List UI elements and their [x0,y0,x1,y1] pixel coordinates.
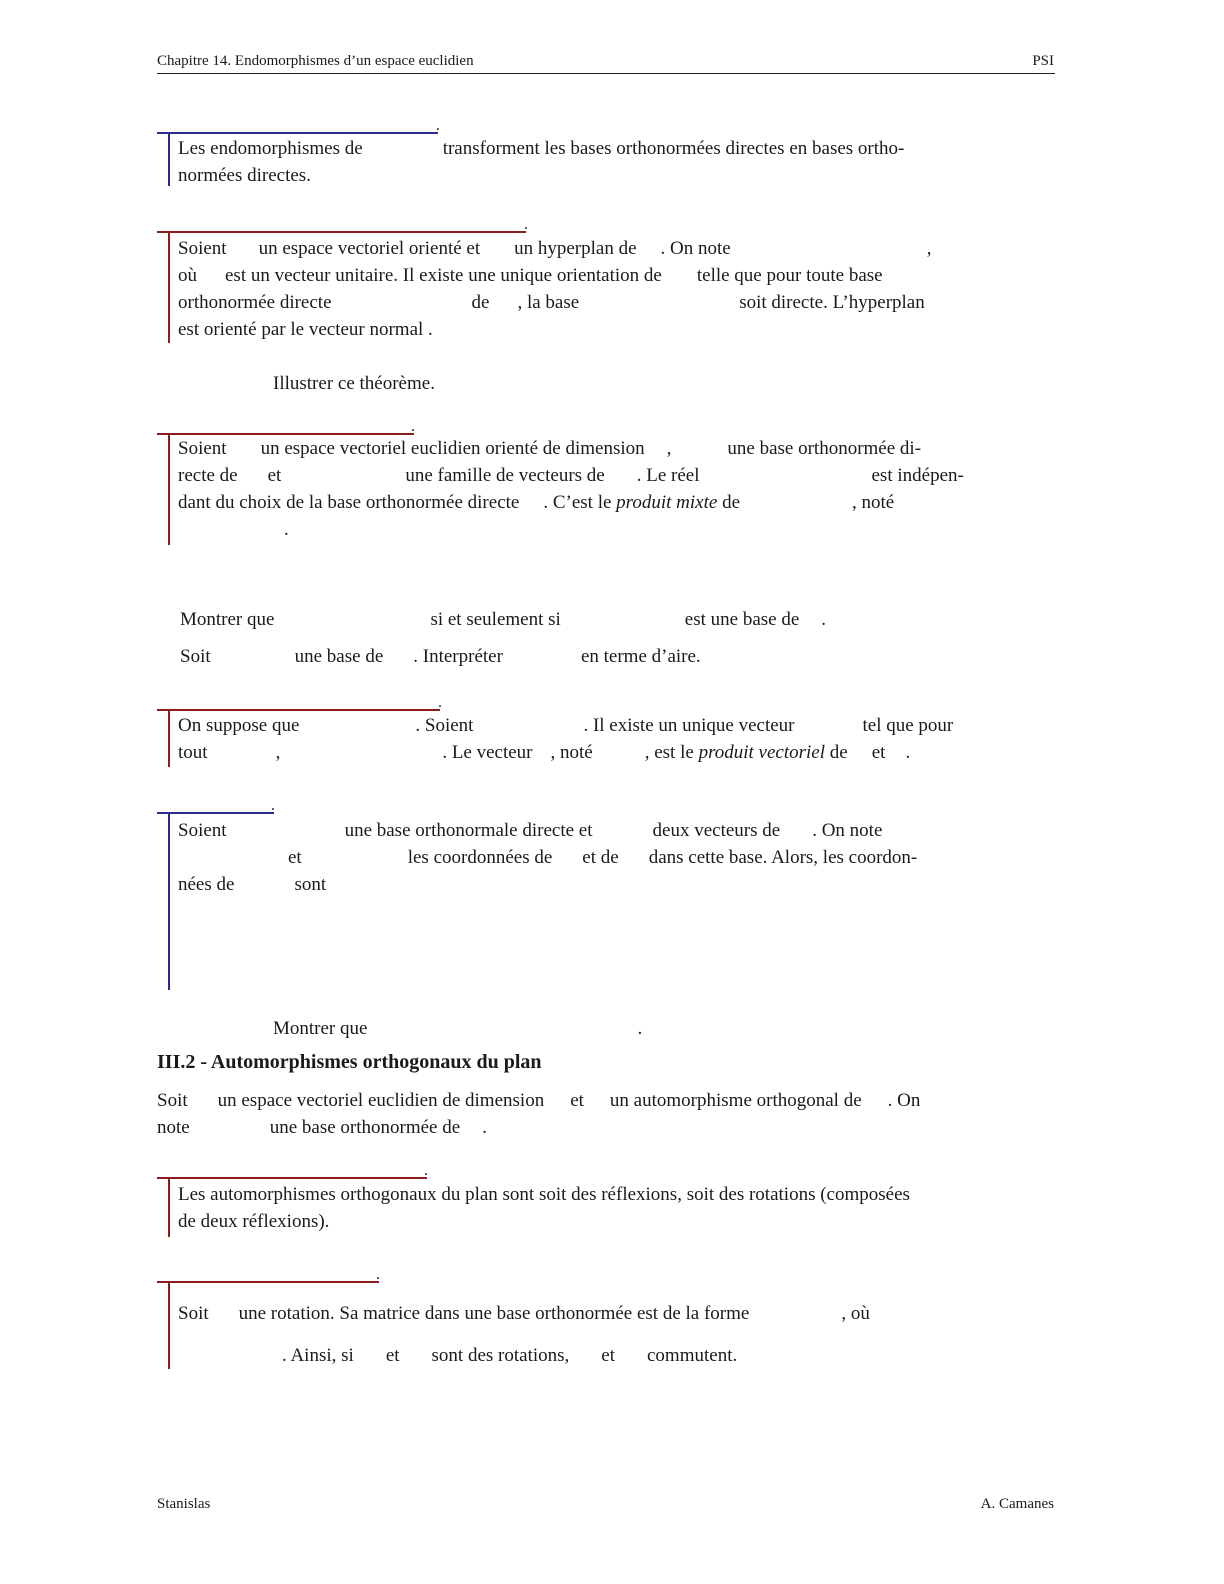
text-span: et [288,847,302,868]
text-span: une famille de vecteurs de [405,465,605,486]
text-span: On suppose que [178,715,300,736]
text-span: Soient [178,438,227,459]
emphasis-term: produit mixte [616,492,718,513]
text-span: si et seulement si [430,609,561,630]
text-span: une base orthonormée de [269,1117,461,1138]
proposition-block-5 [178,817,1055,898]
block-left-bar [168,134,170,186]
text-span: et [570,1090,584,1111]
text-span: . On [887,1090,921,1111]
block-title-rule [157,231,526,233]
text-span: , [275,742,281,763]
text-span: Soient [178,238,227,259]
exercise-prompt: Illustrer ce théorème. [273,373,435,394]
text-line: de deux réflexions). [178,1211,330,1232]
text-span: Montrer que [273,1018,368,1039]
text-span: et [385,1345,400,1366]
block-left-bar [168,814,170,990]
text-span: un espace vectoriel euclidien orienté de dimension [260,438,645,459]
running-header-section: PSI [1032,53,1054,69]
theorem-block-1 [178,135,1055,189]
footer-right: A. Camanes [980,1496,1054,1512]
text-span: sont des rotations, [431,1345,570,1366]
text-span: . [284,519,289,540]
block-left-bar [168,435,170,545]
block-title-rule [157,1177,427,1179]
text-span: transforment les bases orthonormées directes en bases ortho- [442,138,905,159]
exercise-line-2 [180,643,701,670]
text-span: commutent. [647,1345,738,1366]
text-span: et [601,1345,615,1366]
block-left-bar [168,1283,170,1369]
block-title-dot: . [271,797,275,814]
header-rule [157,73,1055,74]
text-span: une base orthonormée di- [727,438,922,459]
definition-block-3 [178,435,1055,543]
text-span: . [821,609,827,630]
text-span: , la base [517,292,580,313]
block-title-rule [157,812,274,814]
block-title-rule [157,709,440,711]
text-span: , noté [550,742,593,763]
text-span: recte de [178,465,238,486]
text-span: nées de [178,874,235,895]
text-span: Soit [178,1303,209,1324]
text-span: . C’est le [543,492,612,513]
footer-left: Stanislas [157,1496,211,1512]
block-title-dot: . [424,1162,428,1179]
text-span: Soient [178,820,227,841]
text-span: , où [841,1303,870,1324]
text-span: sont [294,874,327,895]
text-span: est un vecteur unitaire. Il existe une unique orientation de [225,265,662,286]
text-span: . Ainsi, si [282,1345,354,1366]
text-span: Les endomorphismes de [178,138,363,159]
exercise-line-1 [180,606,826,633]
theorem-block-2 [178,235,1055,343]
text-span: , noté [852,492,895,513]
text-span: , [926,238,932,259]
section-heading: III.2 - Automorphismes orthogonaux du plan [157,1051,542,1073]
text-span: . Interpréter [413,646,503,667]
text-span: de [722,492,741,513]
text-span: . Il existe un unique vecteur [583,715,795,736]
text-span: deux vecteurs de [652,820,781,841]
block-title-dot: . [411,418,415,435]
text-span: en terme d’aire. [580,646,701,667]
text-line: est orienté par le vecteur normal . [178,319,433,340]
block-left-bar [168,711,170,767]
block-title-dot: . [436,117,440,134]
text-span: un automorphisme orthogonal de [609,1090,862,1111]
text-span: . [905,742,911,763]
block-title-dot: . [438,694,442,711]
text-span: une rotation. Sa matrice dans une base orthonormée est de la forme [238,1303,750,1324]
text-span: . Soient [415,715,474,736]
text-span: , [666,438,672,459]
text-span: un espace vectoriel euclidien de dimension [217,1090,545,1111]
text-span: une base orthonormale directe et [344,820,593,841]
text-span: un hyperplan de [514,238,637,259]
text-span: dant du choix de la base orthonormée directe [178,492,520,513]
block-left-bar [168,1179,170,1237]
text-span: de [829,742,848,763]
text-span: . On note [660,238,731,259]
block-left-bar [168,233,170,343]
text-span: dans cette base. Alors, les coordon- [648,847,918,868]
text-span: soit directe. L’hyperplan [739,292,925,313]
block-title-dot: . [524,216,528,233]
text-line: normées directes. [178,165,311,186]
text-span: tel que pour [862,715,954,736]
text-span: telle que pour toute base [696,265,883,286]
section-intro [157,1087,1055,1141]
text-span: et [871,742,886,763]
text-span: est une base de [684,609,800,630]
exercise-prompt [273,1015,642,1042]
text-span: . Le vecteur [442,742,533,763]
proposition-block-7 [178,1300,1055,1369]
block-title-rule [157,1281,379,1283]
block-title-dot: . [376,1266,380,1283]
block-title-rule [157,132,438,134]
text-span: . On note [812,820,883,841]
emphasis-term: produit vectoriel [698,742,826,763]
text-span: Montrer que [180,609,275,630]
theorem-block-6 [178,1181,1055,1235]
text-span: . Le réel [636,465,700,486]
text-span: Soit [157,1090,188,1111]
text-span: est indépen- [871,465,964,486]
text-span: tout [178,742,208,763]
text-span: note [157,1117,190,1138]
text-span: orthonormée directe [178,292,332,313]
definition-block-4 [178,712,1055,766]
text-span: , est le [644,742,694,763]
text-span: de [471,292,490,313]
text-span: où [178,265,197,286]
text-span: Soit [180,646,211,667]
text-line: Les automorphismes orthogonaux du plan sont soit des réflexions, soit des rotations (composées [178,1184,910,1205]
text-span: et de [582,847,619,868]
running-header-title: Chapitre 14. Endomorphismes d’un espace euclidien [157,53,474,69]
text-span: et [267,465,282,486]
text-span: une base de [294,646,384,667]
text-span: . [482,1117,487,1138]
text-span: un espace vectoriel orienté et [258,238,481,259]
text-span: . [637,1018,643,1039]
text-span: les coordonnées de [407,847,553,868]
